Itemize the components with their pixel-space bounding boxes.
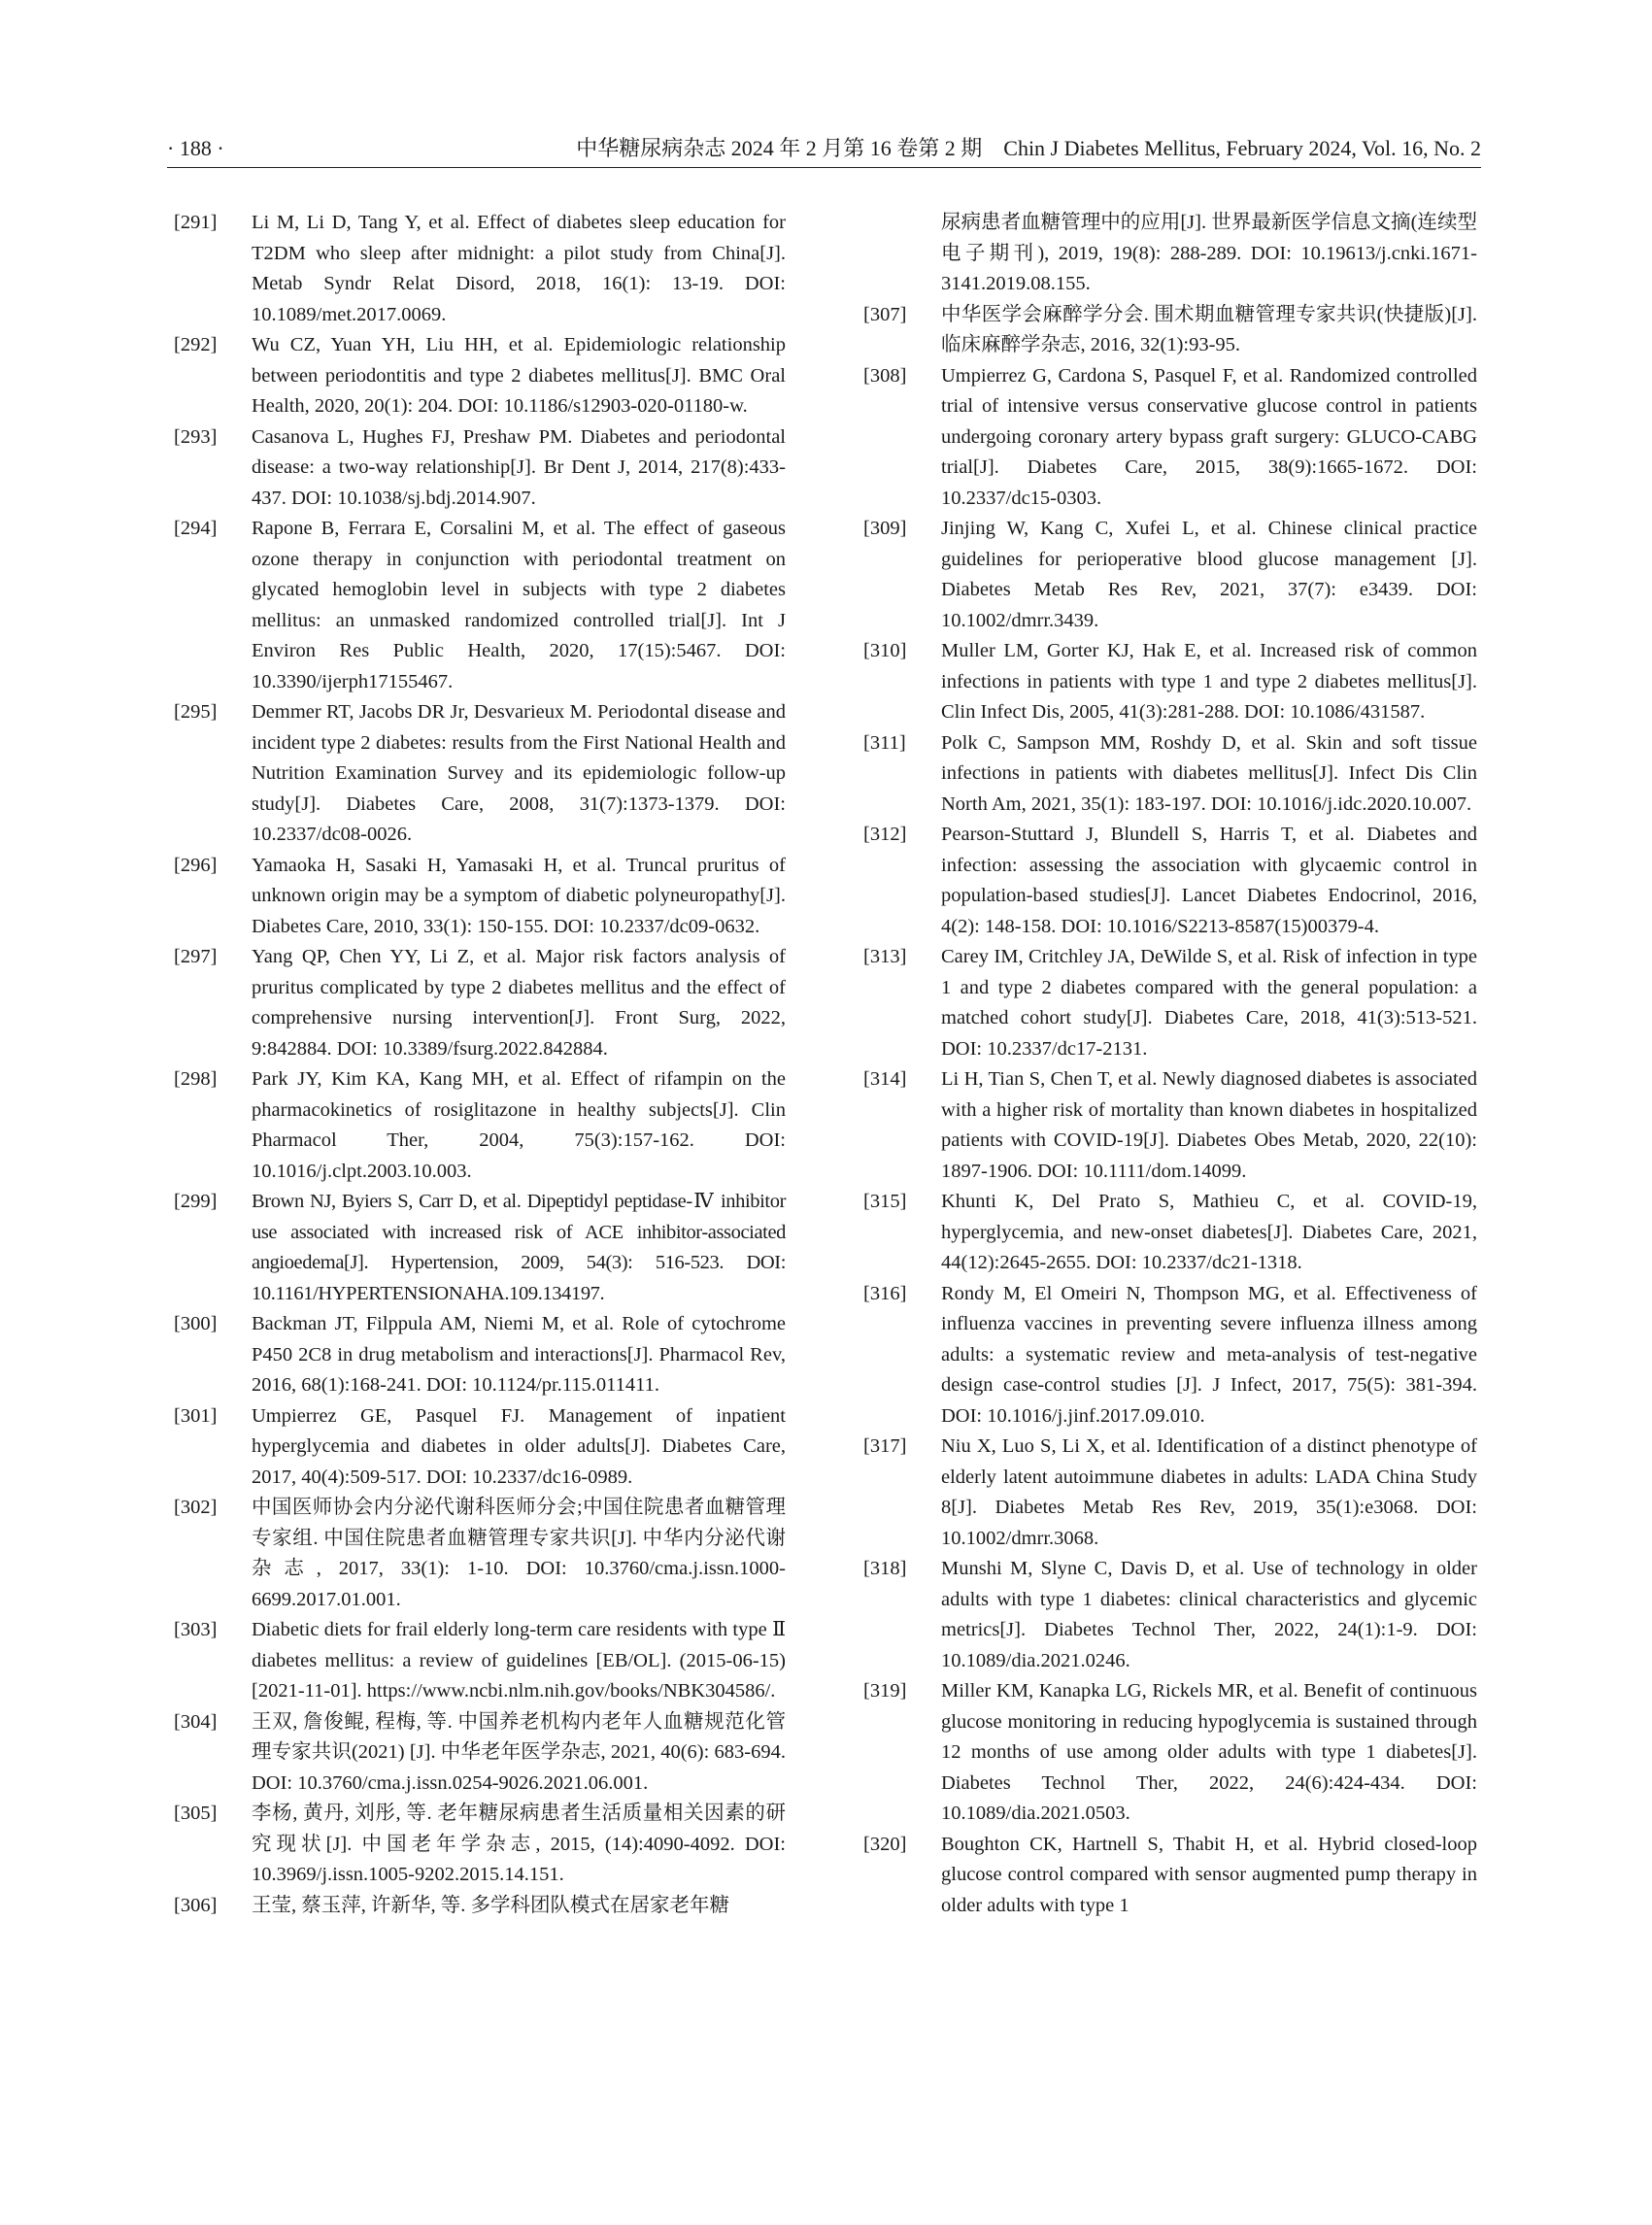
reference-number: [311] [863, 731, 906, 754]
reference-item [174, 697, 786, 851]
reference-text: 中华医学会麻醉学分会. 围术期血糖管理专家共识(快捷版)[J]. 临床麻醉学杂志, 2016, 32(1):93-95. [941, 303, 1477, 355]
reference-number: [297] [174, 946, 218, 967]
reference-number: [320] [863, 1833, 907, 1855]
reference-item [174, 1309, 786, 1401]
reference-text: Casanova L, Hughes FJ, Preshaw PM. Diabetes and periodontal disease: a two-way relationship[J]. Br Dent J, 2014, 217(8):433-437. DOI: 10.1038/sj.bdj.2014.907. [252, 425, 786, 509]
journal-title: 中华糖尿病杂志 2024 年 2 月第 16 卷第 2 期 Chin J Diabetes Mellitus, February 2024, Vol. 16, No. 2 [576, 136, 1481, 160]
reference-text: Muller LM, Gorter KJ, Hak E, et al. Increased risk of common infections in patients with type 1 and type 2 diabetes mellitus[J]. Clin Infect Dis, 2005, 41(3):281-288. DOI: 10.1086/431587. [941, 640, 1477, 723]
reference-item [174, 514, 786, 697]
reference-number: [304] [174, 1710, 218, 1733]
reference-item [863, 636, 1477, 728]
reference-text: Li M, Li D, Tang Y, et al. Effect of diabetes sleep education for T2DM who sleep after midnight: a pilot study from China[J]. Metab Syndr Relat Disord, 2018, 16(1): 13-19. DOI: 10.1089/met.2017.0069. [252, 212, 786, 325]
reference-item [174, 1615, 786, 1707]
reference-number: [313] [863, 946, 907, 967]
reference-number: [303] [174, 1619, 218, 1640]
reference-text: Niu X, Luo S, Li X, et al. Identification of a distinct phenotype of elderly latent autoimmune diabetes in adults: LADA China Study 8[J]. Diabetes Metab Res Rev, 2019, 35(1):e3068. DOI: 10.1002/dmrr.3068. [941, 1435, 1477, 1549]
reference-number: [296] [174, 854, 218, 876]
reference-item [863, 942, 1477, 1064]
reference-number: [302] [174, 1497, 218, 1518]
reference-number: [318] [863, 1558, 907, 1579]
reference-item [174, 208, 786, 330]
reference-number: [310] [863, 640, 907, 661]
reference-item [174, 1799, 786, 1891]
reference-item [174, 942, 786, 1064]
reference-item [174, 1891, 786, 1922]
reference-text: 王双, 詹俊鲲, 程梅, 等. 中国养老机构内老年人血糖规范化管理专家共识(2021) [J]. 中华老年医学杂志, 2021, 40(6): 683-694. DOI: 10.3760/cma.j.issn.0254-9026.2021.06.001. [252, 1710, 786, 1794]
reference-text: Khunti K, Del Prato S, Mathieu C, et al. COVID-19, hyperglycemia, and new-onset diabetes[J]. Diabetes Care, 2021, 44(12):2645-2655. DOI: 10.2337/dc21-1318. [941, 1191, 1477, 1273]
reference-item [174, 1187, 786, 1309]
reference-item [863, 1064, 1477, 1187]
reference-text: Umpierrez G, Cardona S, Pasquel F, et al. Randomized controlled trial of intensive versus conservative glucose control in patients undergoing coronary artery bypass graft surgery: GLUCO-CABG trial[J]. Diabetes Care, 2015, 38(9):1665-1672. DOI: 10.2337/dc15-0303. [941, 364, 1477, 509]
reference-text: Yamaoka H, Sasaki H, Yamasaki H, et al. Truncal pruritus of unknown origin may be a symptom of diabetic polyneuropathy[J]. Diabetes Care, 2010, 33(1): 150-155. DOI: 10.2337/dc09-0632. [252, 854, 786, 937]
reference-number: [292] [174, 334, 218, 355]
running-header [167, 134, 1481, 168]
reference-number: [294] [174, 518, 218, 539]
reference-text: Wu CZ, Yuan YH, Liu HH, et al. Epidemiologic relationship between periodontitis and type 2 diabetes mellitus[J]. BMC Oral Health, 2020, 20(1): 204. DOI: 10.1186/s12903-020-01180-w. [252, 334, 786, 417]
reference-item [863, 1432, 1477, 1554]
reference-item [174, 1064, 786, 1187]
reference-text: Diabetic diets for frail elderly long-term care residents with type Ⅱ diabetes mellitus: a review of guidelines [EB/OL]. (2015-06-15) [2021-11-01]. https://www.ncbi.nlm.nih.gov/books/NBK304586/. [252, 1619, 786, 1702]
reference-text: Umpierrez GE, Pasquel FJ. Management of inpatient hyperglycemia and diabetes in older adults[J]. Diabetes Care, 2017, 40(4):509-517. DOI: 10.2337/dc16-0989. [252, 1404, 786, 1488]
reference-number: [314] [863, 1068, 907, 1090]
reference-number: [299] [174, 1191, 218, 1212]
reference-item [863, 1554, 1477, 1676]
reference-item [174, 422, 786, 515]
reference-item [863, 820, 1477, 942]
reference-number: [309] [863, 518, 907, 539]
reference-text: Boughton CK, Hartnell S, Thabit H, et al. Hybrid closed-loop glucose control compared with sensor augmented pump therapy in older adults with type 1 [941, 1833, 1477, 1916]
reference-text: Yang QP, Chen YY, Li Z, et al. Major risk factors analysis of pruritus complicated by type 2 diabetes mellitus and the effect of comprehensive nursing intervention[J]. Front Surg, 2022, 9:842884. DOI: 10.3389/fsurg.2022.842884. [252, 946, 786, 1060]
reference-text: Polk C, Sampson MM, Roshdy D, et al. Skin and soft tissue infections in patients with diabetes mellitus[J]. Infect Dis Clin North Am, 2021, 35(1): 183-197. DOI: 10.1016/j.idc.2020.10.007. [941, 731, 1477, 815]
reference-item-continued [863, 208, 1477, 300]
reference-text: Rapone B, Ferrara E, Corsalini M, et al. The effect of gaseous ozone therapy in conjunction with periodontal treatment on glycated hemoglobin level in subjects with type 2 diabetes mellitus: an unmasked randomized controlled trial[J]. Int J Environ Res Public Health, 2020, 17(15):5467. DOI: 10.3390/ijerph17155467. [252, 518, 786, 692]
reference-text: Pearson-Stuttard J, Blundell S, Harris T, et al. Diabetes and infection: assessing the association with glycaemic control in population-based studies[J]. Lancet Diabetes Endocrinol, 2016, 4(2): 148-158. DOI: 10.1016/S2213-8587(15)00379-4. [941, 824, 1477, 937]
reference-text: Jinjing W, Kang C, Xufei L, et al. Chinese clinical practice guidelines for perioperative blood glucose management [J]. Diabetes Metab Res Rev, 2021, 37(7): e3439. DOI: 10.1002/dmrr.3439. [941, 518, 1477, 631]
reference-number: [300] [174, 1313, 218, 1334]
reference-item [863, 514, 1477, 636]
reference-number: [316] [863, 1282, 907, 1304]
reference-text: Brown NJ, Byiers S, Carr D, et al. Dipeptidyl peptidase-Ⅳ inhibitor use associated with increased risk of ACE inhibitor-associated angioedema[J]. Hypertension, 2009, 54(3): 516-523. DOI: 10.1161/HYPERTENSIONAHA.109.134197. [252, 1191, 786, 1304]
reference-item [174, 1401, 786, 1494]
reference-number: [307] [863, 303, 907, 325]
reference-text: 王莹, 蔡玉萍, 许新华, 等. 多学科团队模式在居家老年糖 [252, 1894, 729, 1916]
reference-number [863, 208, 941, 300]
reference-text: Li H, Tian S, Chen T, et al. Newly diagnosed diabetes is associated with a higher risk of mortality than known diabetes in hospitalized patients with COVID-19[J]. Diabetes Obes Metab, 2020, 22(10): 1897-1906. DOI: 10.1111/dom.14099. [941, 1068, 1477, 1182]
reference-number: [306] [174, 1894, 218, 1916]
reference-number: [315] [863, 1191, 907, 1212]
reference-item [174, 1707, 786, 1800]
reference-text: Miller KM, Kanapka LG, Rickels MR, et al. Benefit of continuous glucose monitoring in reducing hypoglycemia is sustained through 12 months of use among older adults with type 1 diabetes[J]. Diabetes Technol Ther, 2022, 24(6):424-434. DOI: 10.1089/dia.2021.0503. [941, 1680, 1477, 1824]
page-number: · 188 · [167, 136, 224, 160]
reference-item [863, 300, 1477, 361]
reference-text: 尿病患者血糖管理中的应用[J]. 世界最新医学信息文摘(连续型电子期刊), 2019, 19(8): 288-289. DOI: 10.19613/j.cnki.1671-3141.2019.08.155. [941, 212, 1477, 294]
reference-item [863, 728, 1477, 821]
reference-number: [319] [863, 1680, 907, 1702]
reference-number: [295] [174, 701, 218, 723]
reference-text: Munshi M, Slyne C, Davis D, et al. Use of technology in older adults with type 1 diabetes: clinical characteristics and glycemic metrics[J]. Diabetes Technol Ther, 2022, 24(1):1-9. DOI: 10.1089/dia.2021.0246. [941, 1558, 1477, 1671]
reference-item [863, 1676, 1477, 1830]
reference-text: Backman JT, Filppula AM, Niemi M, et al. Role of cytochrome P450 2C8 in drug metabolism and interactions[J]. Pharmacol Rev, 2016, 68(1):168-241. DOI: 10.1124/pr.115.011411. [252, 1313, 786, 1396]
left-column [174, 208, 786, 1921]
reference-item [174, 851, 786, 943]
reference-item [863, 1279, 1477, 1433]
reference-number: [298] [174, 1068, 218, 1090]
reference-text: Carey IM, Critchley JA, DeWilde S, et al. Risk of infection in type 1 and type 2 diabetes compared with the general population: a matched cohort study[J]. Diabetes Care, 2018, 41(3):513-521. DOI: 10.2337/dc17-2131. [941, 946, 1477, 1060]
reference-number: [317] [863, 1435, 907, 1457]
reference-number: [312] [863, 824, 907, 845]
reference-item [863, 1187, 1477, 1279]
reference-number: [293] [174, 425, 218, 448]
reference-item [174, 1493, 786, 1615]
reference-number: [305] [174, 1803, 218, 1824]
reference-item [863, 1830, 1477, 1922]
right-column [863, 208, 1477, 1921]
reference-item [863, 361, 1477, 515]
reference-text: Park JY, Kim KA, Kang MH, et al. Effect of rifampin on the pharmacokinetics of rosiglitazone in healthy subjects[J]. Clin Pharmacol Ther, 2004, 75(3):157-162. DOI: 10.1016/j.clpt.2003.10.003. [252, 1068, 786, 1182]
reference-number: [301] [174, 1404, 218, 1427]
reference-text: 李杨, 黄丹, 刘彤, 等. 老年糖尿病患者生活质量相关因素的研究现状[J]. 中国老年学杂志, 2015, (14):4090-4092. DOI: 10.3969/j.issn.1005-9202.2015.14.151. [252, 1803, 786, 1885]
reference-text: Demmer RT, Jacobs DR Jr, Desvarieux M. Periodontal disease and incident type 2 diabetes: results from the First National Health and Nutrition Examination Survey and its epidemiologic follow-up study[J]. Diabetes Care, 2008, 31(7):1373-1379. DOI: 10.2337/dc08-0026. [252, 701, 786, 845]
reference-text: Rondy M, El Omeiri N, Thompson MG, et al. Effectiveness of influenza vaccines in preventing severe influenza illness among adults: a systematic review and meta-analysis of test-negative design case-control studies [J]. J Infect, 2017, 75(5): 381-394. DOI: 10.1016/j.jinf.2017.09.010. [941, 1282, 1477, 1427]
reference-number: [308] [863, 364, 907, 387]
reference-item [174, 330, 786, 422]
reference-text: 中国医师协会内分泌代谢科医师分会;中国住院患者血糖管理专家组. 中国住院患者血糖管理专家共识[J]. 中华内分泌代谢杂志, 2017, 33(1): 1-10. DOI: 10.3760/cma.j.issn.1000-6699.2017.01.001. [252, 1497, 786, 1610]
reference-number: [291] [174, 212, 218, 233]
